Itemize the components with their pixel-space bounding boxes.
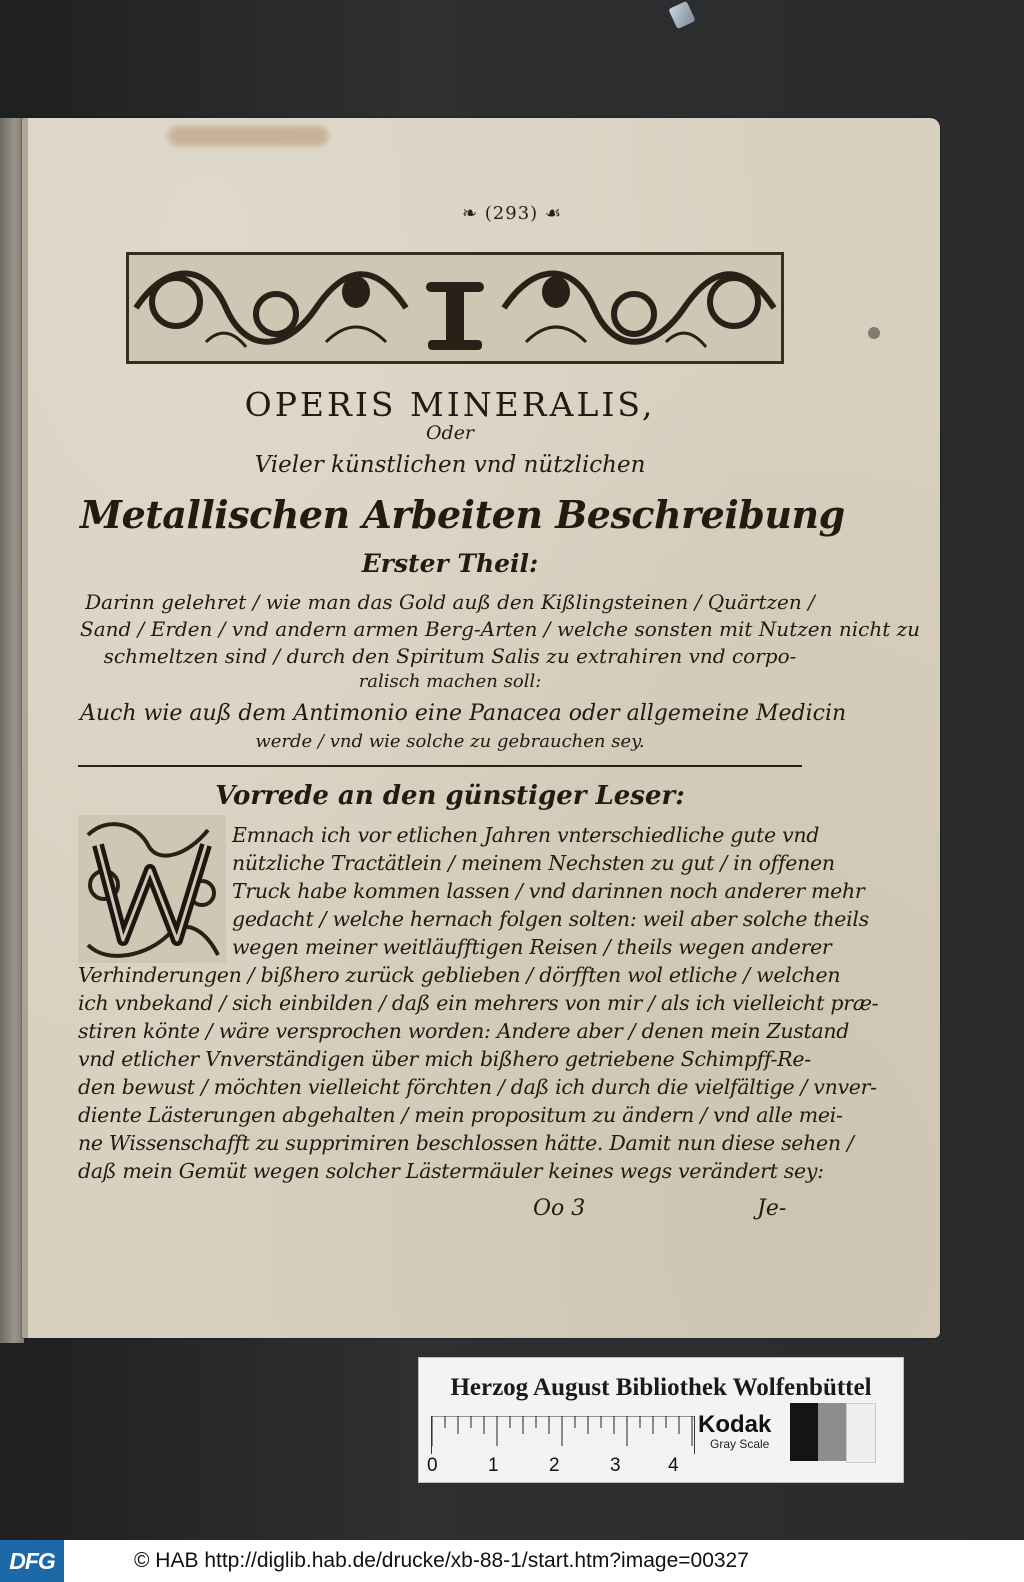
left-page-edge	[0, 118, 24, 1343]
body-line: den bewust / möchten vielleicht förchten / daß ich durch die vielfältige / vnver-	[78, 1075, 877, 1099]
gray-swatch-white	[846, 1403, 876, 1463]
ruler-digit: 1	[488, 1455, 499, 1476]
gray-scale-label: Gray Scale	[710, 1437, 770, 1451]
ruler-digit: 3	[610, 1455, 621, 1476]
copyright-url[interactable]: © HAB http://diglib.hab.de/drucke/xb-88-1/start.htm?image=00327	[134, 1549, 749, 1572]
body-line: vnd etlicher Vnverständigen über mich bißhero getriebene Schimpff-Re-	[78, 1047, 811, 1071]
body-line: wegen meiner weitläufftigen Reisen / theils wegen anderer	[232, 935, 832, 959]
body-line: ich vnbekand / sich einbilden / daß ein mehrers von mir / als ich vielleicht præ-	[78, 991, 879, 1015]
subtitle-line-3: Erster Theil:	[361, 549, 539, 578]
work-title: OPERIS MINERALIS,	[244, 385, 656, 424]
preface-title: Vorrede an den günstiger Leser:	[215, 781, 685, 811]
description-line: werde / vnd wie solche zu gebrauchen sey.	[255, 731, 645, 752]
gray-swatch-mid	[818, 1403, 846, 1461]
library-name: Herzog August Bibliothek Wolfenbüttel	[450, 1374, 872, 1401]
drop-cap-initial	[78, 815, 226, 963]
body-line: Emnach ich vor etlichen Jahren vnterschiedliche gute vnd	[232, 823, 820, 847]
ruler-digit: 2	[549, 1455, 560, 1476]
kodak-logo-text: Kodak	[698, 1411, 772, 1438]
body-line: ne Wissenschafft zu supprimiren beschlossen hätte. Damit nun diese sehen /	[78, 1131, 854, 1155]
body-line: nützliche Tractätlein / meinem Nechsten zu gut / in offenen	[232, 851, 835, 875]
paper-spot	[868, 327, 880, 339]
page-number-ornament-left: ❧	[461, 203, 479, 224]
dfg-logo: DFG	[0, 1540, 64, 1582]
body-line: Truck habe kommen lassen / vnd darinnen noch anderer mehr	[232, 879, 865, 903]
paper-stain	[168, 126, 328, 146]
gray-swatch-black	[790, 1403, 818, 1461]
ornamental-headpiece	[126, 252, 784, 364]
description-line: schmeltzen sind / durch den Spiritum Salis zu extrahiren vnd corpo-	[103, 644, 797, 668]
horizontal-rule	[78, 765, 802, 767]
description-line: Darinn gelehret / wie man das Gold auß den Kißlingsteinen / Quärtzen /	[85, 590, 815, 614]
body-line: gedacht / welche hernach folgen solten: weil aber solche theils	[232, 907, 869, 931]
description-line: ralisch machen soll:	[358, 671, 542, 692]
page-number-ornament-right: ☙	[544, 203, 563, 224]
catchword: Je-	[757, 1196, 787, 1221]
subtitle-line-2: Metallischen Arbeiten Beschreibung	[80, 492, 845, 537]
ruler-digit: 4	[668, 1455, 679, 1476]
ruler-digit: 0	[427, 1455, 438, 1476]
page-number	[0, 203, 1024, 224]
body-line: stiren könte / wäre versprochen worden: Andere aber / denen mein Zustand	[78, 1019, 850, 1043]
body-line: diente Lästerungen abgehalten / mein propositum zu ändern / vnd alle mei-	[78, 1103, 843, 1127]
body-line: daß mein Gemüt wegen solcher Lästermäuler keines wegs verändert sey:	[78, 1159, 824, 1183]
description-line: Sand / Erden / vnd andern armen Berg-Arten / welche sonsten mit Nutzen nicht zu	[80, 617, 921, 641]
description-line: Auch wie auß dem Antimonio eine Panacea oder allgemeine Medicin	[80, 701, 847, 726]
page-number-text: (293)	[484, 203, 539, 224]
subtitle-line-1: Vieler künstlichen vnd nützlichen	[254, 452, 646, 478]
page-gutter-shadow	[22, 118, 28, 1338]
signature-mark: Oo 3	[533, 1196, 586, 1221]
body-line: Verhinderungen / bißhero zurück geblieben / dörfften wol etliche / welchen	[78, 963, 841, 987]
measurement-ruler	[431, 1416, 695, 1454]
title-oder: Oder	[425, 422, 475, 444]
